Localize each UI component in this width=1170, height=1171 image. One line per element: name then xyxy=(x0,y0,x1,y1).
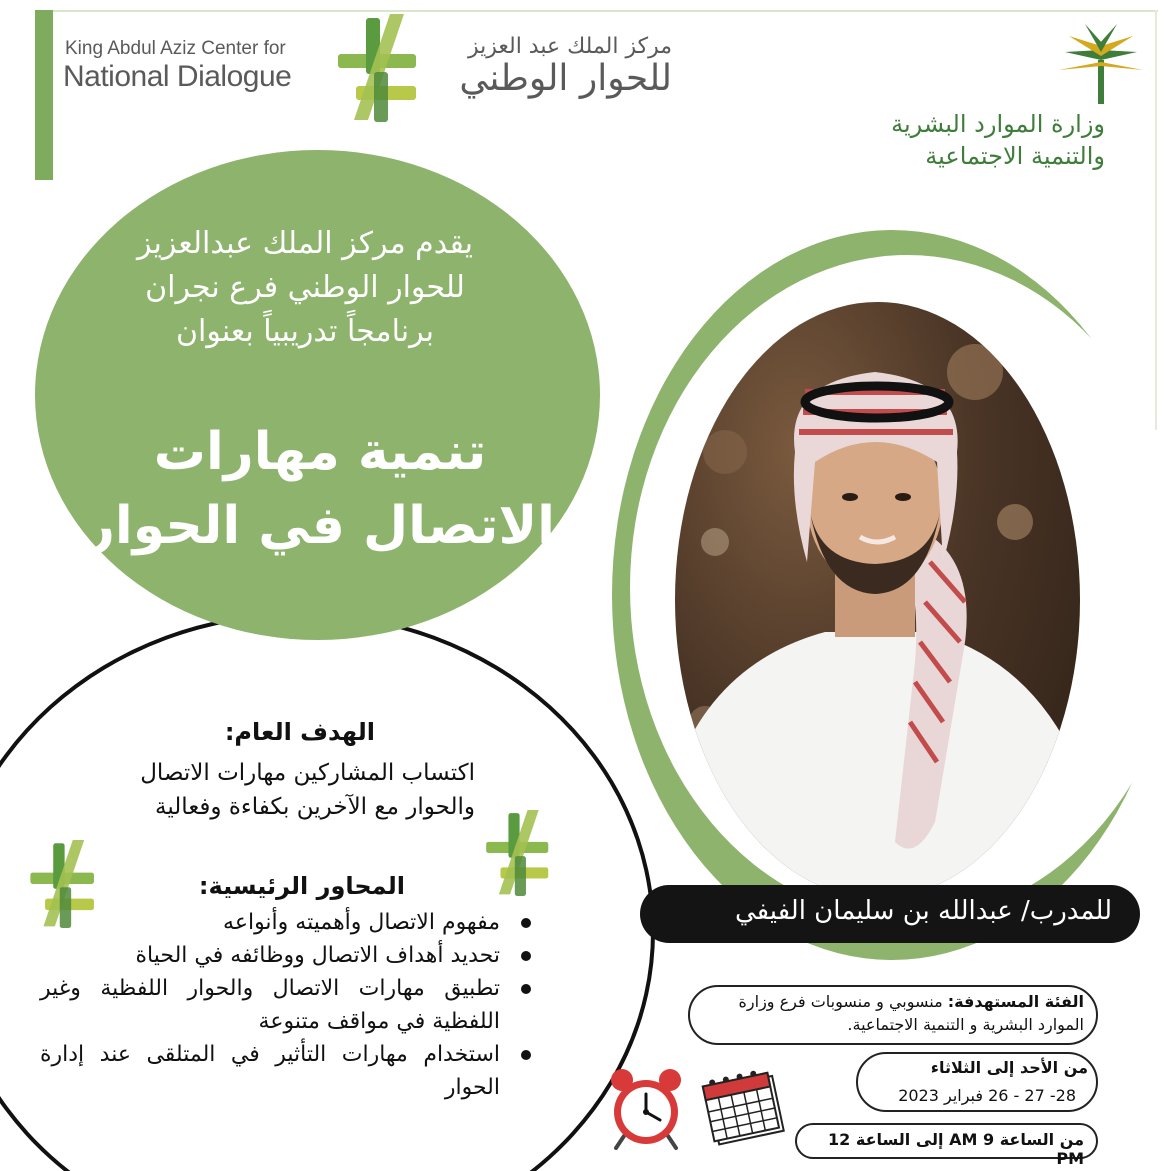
ministry-palm-icon xyxy=(1055,22,1147,104)
list-item: مفهوم الاتصال وأهميته وأنواعه xyxy=(40,906,535,939)
list-item: تحديد أهداف الاتصال ووظائفه في الحياة xyxy=(40,939,535,972)
axes-heading: المحاور الرئيسية: xyxy=(198,872,405,900)
intro-line: برنامجاً تدريبياً بعنوان xyxy=(176,314,434,349)
goal-line: والحوار مع الآخرين بكفاءة وفعالية xyxy=(155,794,475,820)
alarm-clock-icon xyxy=(606,1066,686,1152)
title-line: تنمية مهارات xyxy=(153,422,487,482)
frame-top-line xyxy=(53,10,1158,12)
target-audience-text xyxy=(700,990,1084,1036)
list-item: تطبيق مهارات الاتصال والحوار اللفظية وغير اللفظية في مواقف متنوعة xyxy=(40,972,535,1038)
center-name-en-line1: King Abdul Aziz Center for xyxy=(65,38,286,59)
ministry-name-line2: والتنمية الاجتماعية xyxy=(925,142,1105,170)
intro-line: للحوار الوطني فرع نجران xyxy=(145,270,465,305)
calendar-icon xyxy=(698,1062,794,1152)
trainer-name: للمدرب/ عبدالله بن سليمان الفيفي xyxy=(734,896,1112,926)
goal-line: اكتساب المشاركين مهارات الاتصال xyxy=(140,760,475,786)
center-logo-icon xyxy=(328,14,428,122)
time-value: من الساعة 9 AM إلى الساعة 12 PM xyxy=(828,1130,1084,1168)
frame-left-bar xyxy=(35,10,53,180)
trainer-photo xyxy=(675,302,1080,898)
program-title xyxy=(70,415,570,563)
center-name-ar-line1: مركز الملك عبد العزيز xyxy=(467,34,672,59)
goal-body xyxy=(80,756,475,824)
center-name-en-line2: National Dialogue xyxy=(63,60,292,93)
frame-right-line xyxy=(1155,10,1157,430)
title-line: الاتصال في الحوار xyxy=(84,496,555,556)
intro-text xyxy=(80,222,530,354)
axes-list xyxy=(40,906,535,1104)
target-audience-label: الفئة المستهدفة: xyxy=(947,992,1084,1011)
date-values: 28- 27 - 26 فبراير 2023 xyxy=(898,1086,1076,1105)
center-name-ar-line2: للحوار الوطني xyxy=(459,58,672,99)
ministry-name-line1: وزارة الموارد البشرية xyxy=(891,110,1105,138)
target-audience-value: منسوبي و منسوبات فرع وزارة الموارد البشرية و التنمية الاجتماعية. xyxy=(738,992,1084,1034)
date-days: من الأحد إلى الثلاثاء xyxy=(930,1058,1088,1077)
center-logo-icon xyxy=(478,810,558,896)
list-item: استخدام مهارات التأثير في المتلقى عند إدارة الحوار xyxy=(40,1038,535,1104)
goal-heading: الهدف العام: xyxy=(224,718,375,746)
intro-line: يقدم مركز الملك عبدالعزيز xyxy=(136,226,474,261)
